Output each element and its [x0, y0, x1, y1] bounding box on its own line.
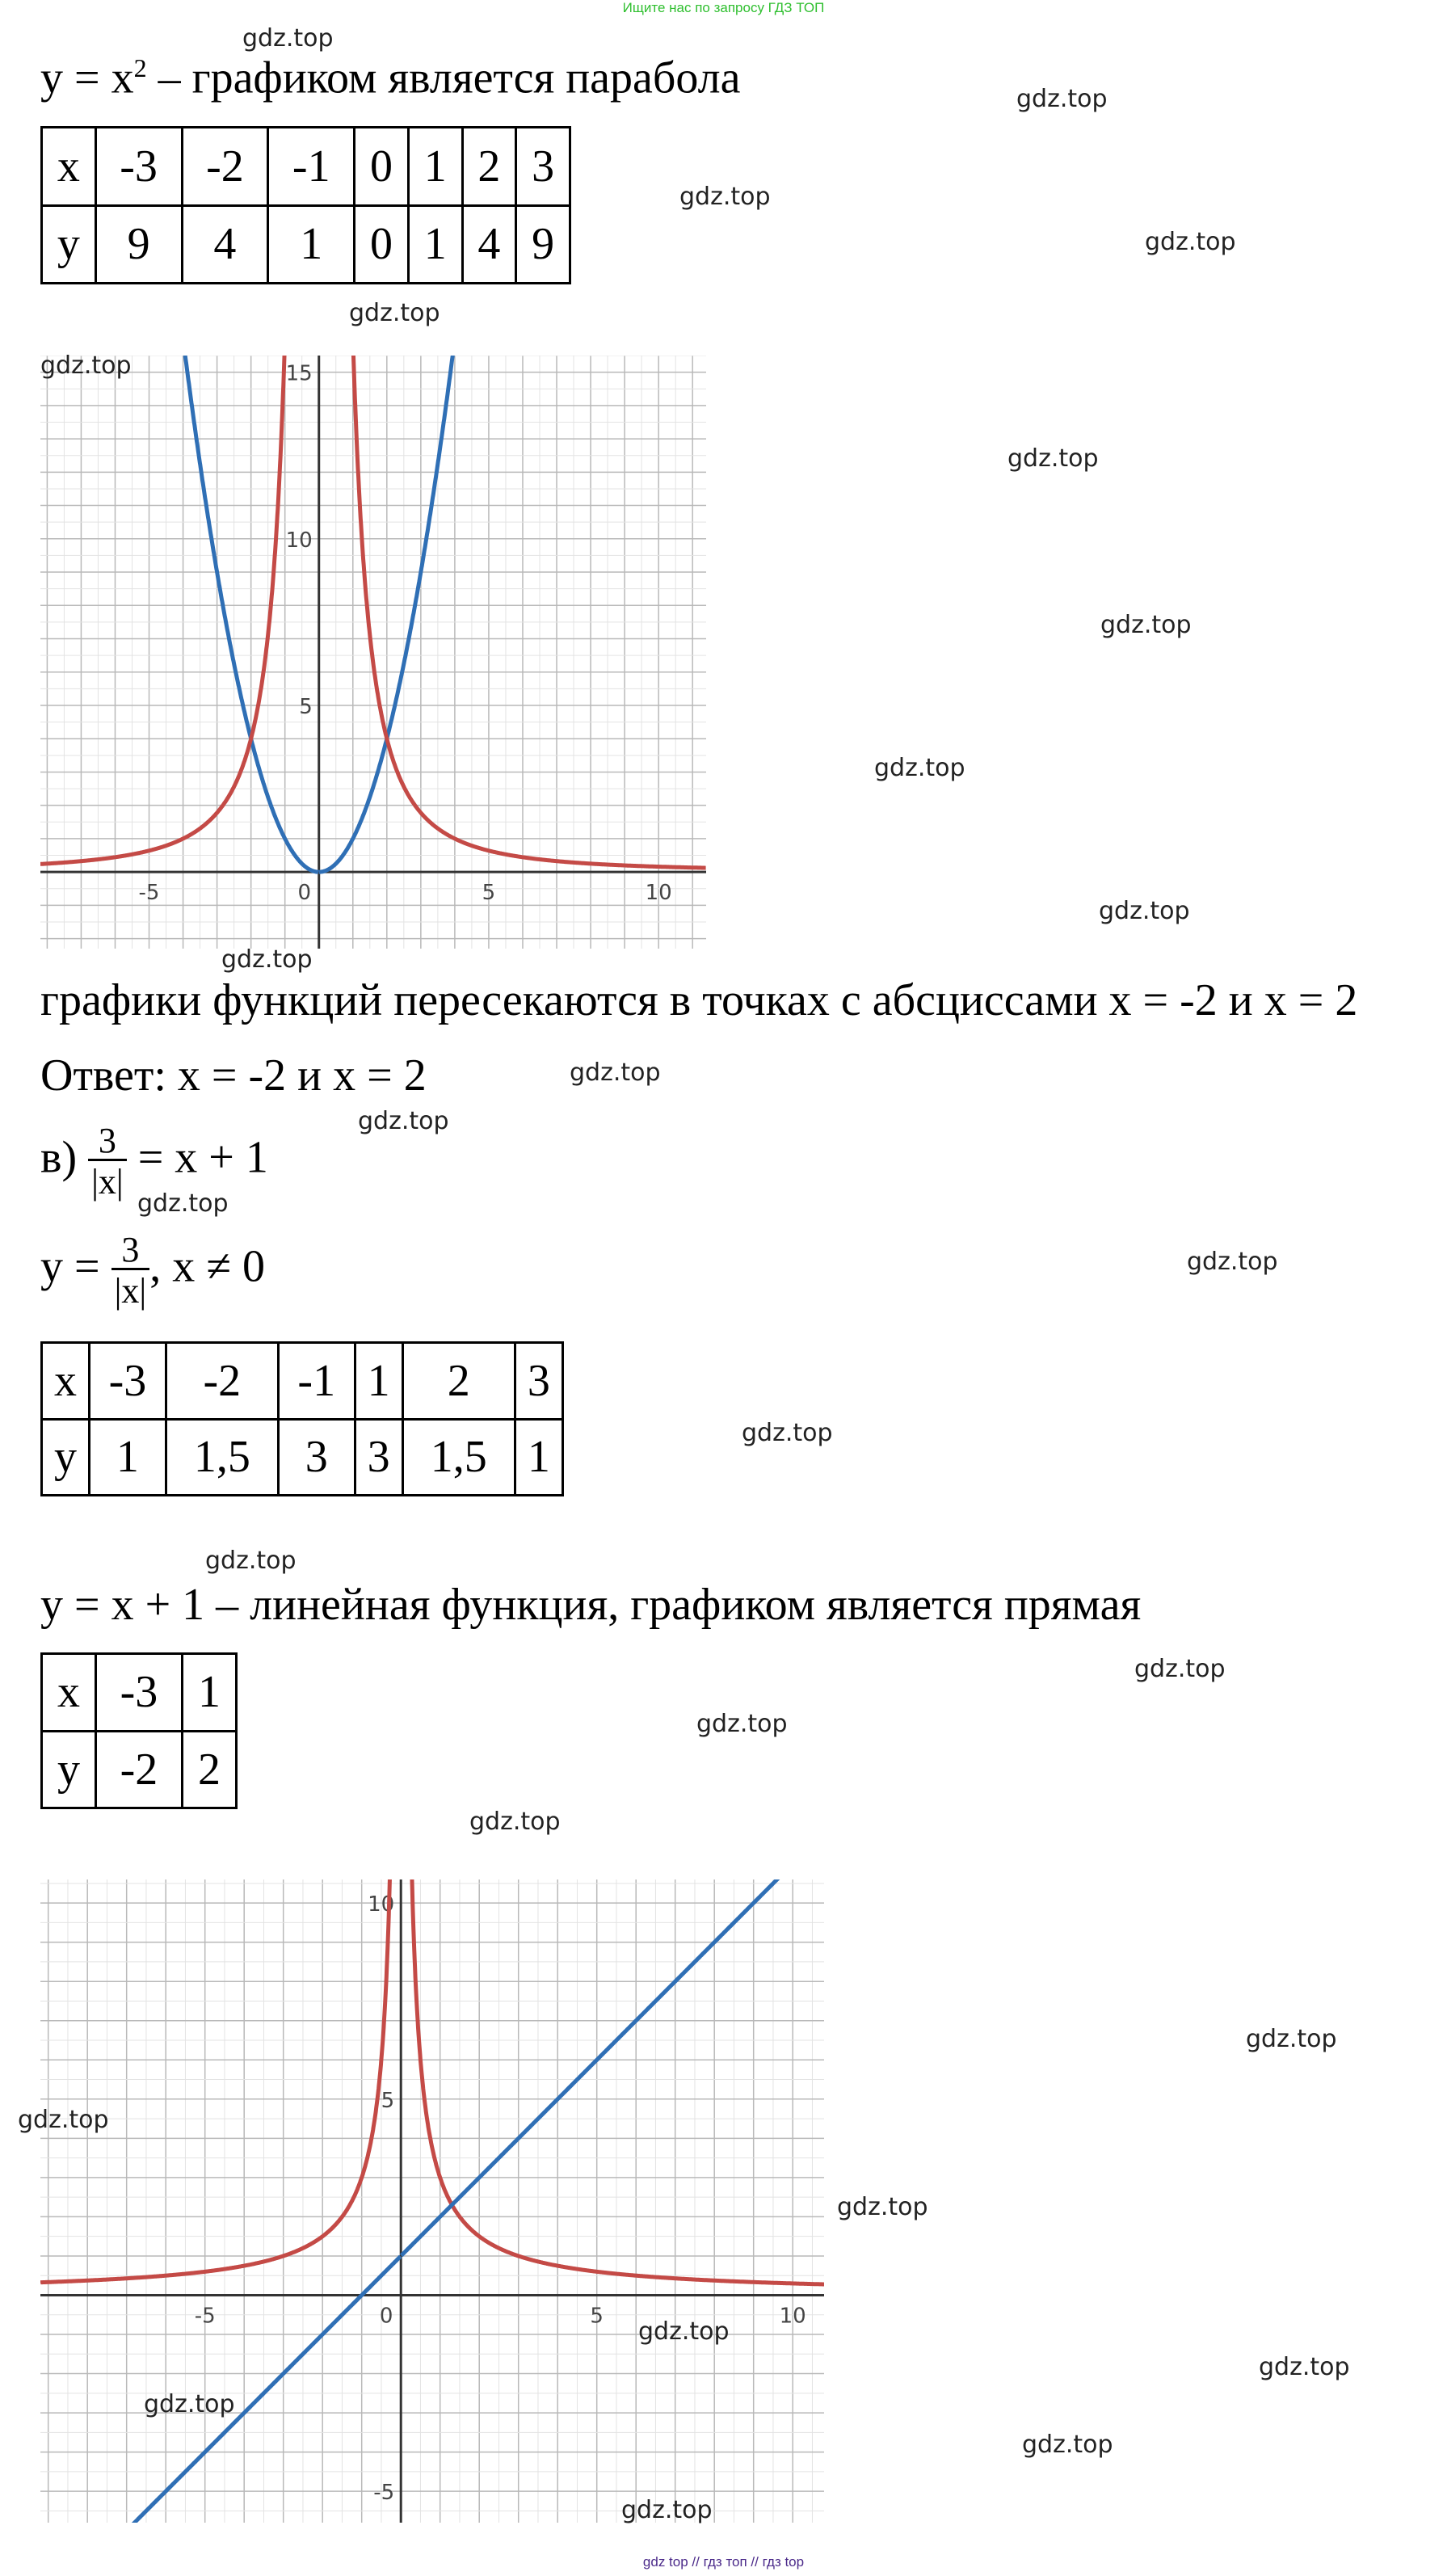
fraction-denominator: |x| — [111, 1268, 150, 1309]
watermark: gdz.top — [349, 299, 440, 327]
watermark: gdz.top — [1134, 1655, 1226, 1683]
watermark: gdz.top — [18, 2106, 109, 2134]
table-row-label: x — [42, 128, 96, 206]
table-cell: -3 — [90, 1343, 166, 1420]
y-tick-label: 10 — [285, 528, 313, 553]
watermark: gdz.top — [1016, 85, 1108, 113]
x-tick-label: 10 — [645, 881, 672, 906]
table-cell: 3 — [278, 1419, 355, 1496]
watermark: gdz.top — [1259, 2353, 1350, 2381]
fraction-3-over-abs-x — [111, 1232, 150, 1309]
fraction-3-over-abs-x — [88, 1123, 127, 1200]
heading-base: y = x — [40, 53, 134, 103]
heading-exponent: 2 — [133, 53, 147, 82]
table-cell: 9 — [95, 205, 182, 284]
watermark: gdz.top — [205, 1547, 297, 1575]
table-cell: 1,5 — [166, 1419, 278, 1496]
table-cell: 3 — [515, 1343, 562, 1420]
answer-line: Ответ: x = -2 и x = 2 — [40, 1050, 427, 1101]
function-definition — [40, 1232, 265, 1309]
watermark: gdz.top — [621, 2496, 713, 2524]
table-cell: -1 — [268, 128, 355, 206]
parabola-value-table — [40, 126, 571, 284]
x-tick-label: 5 — [482, 881, 496, 906]
watermark: gdz.top — [358, 1107, 449, 1135]
x-tick-label: 0 — [297, 881, 312, 906]
table-cell: 3 — [355, 1419, 402, 1496]
y-tick-label: 10 — [368, 1892, 395, 1917]
x-tick-label: 10 — [779, 2304, 806, 2329]
heading-rest: – графиком является парабола — [146, 53, 741, 103]
table-row-label: y — [42, 1731, 96, 1808]
x-tick-label: 0 — [379, 2304, 393, 2329]
equation-rest: = x + 1 — [137, 1132, 268, 1183]
footer-links[interactable]: gdz top // гдз топ // гдз top — [642, 2554, 805, 2570]
table-cell: -2 — [166, 1343, 278, 1420]
table-cell: -1 — [278, 1343, 355, 1420]
table-row-label: y — [42, 205, 96, 284]
parabola-hyperbola-chart — [40, 356, 706, 949]
hyperbola-line-chart — [40, 1879, 824, 2523]
y-tick-label: -5 — [373, 2481, 395, 2506]
watermark: gdz.top — [679, 183, 771, 211]
table-cell: -3 — [95, 128, 182, 206]
equation-line — [40, 1123, 268, 1200]
table-cell: 0 — [355, 205, 409, 284]
y-tick-label: 15 — [285, 361, 313, 386]
watermark: gdz.top — [1022, 2431, 1113, 2459]
table-cell: 4 — [182, 205, 268, 284]
watermark: gdz.top — [1145, 228, 1236, 256]
table-cell: 1 — [90, 1419, 166, 1496]
x-tick-label: -5 — [138, 881, 160, 906]
y-tick-label: 5 — [299, 694, 313, 719]
watermark: gdz.top — [137, 1189, 229, 1218]
watermark: gdz.top — [1246, 2025, 1337, 2053]
watermark: gdz.top — [1099, 897, 1190, 925]
watermark: gdz.top — [837, 2193, 928, 2221]
watermark: gdz.top — [696, 1710, 788, 1738]
table-cell: 1 — [268, 205, 355, 284]
x-tick-label: 5 — [590, 2304, 604, 2329]
search-banner[interactable]: Ищите нас по запросу ГДЗ ТОП — [622, 0, 825, 15]
table-cell: 1 — [408, 128, 462, 206]
watermark: gdz.top — [1187, 1248, 1278, 1276]
table-cell: 1 — [355, 1343, 402, 1420]
table-row — [42, 1343, 563, 1420]
watermark: gdz.top — [242, 24, 334, 53]
table-row-label: x — [42, 1343, 90, 1420]
definition-prefix: y = — [40, 1241, 100, 1292]
table-cell: 1 — [183, 1654, 237, 1732]
table-row-label: y — [42, 1419, 90, 1496]
y-tick-label: 5 — [381, 2088, 395, 2113]
table-cell: 2 — [462, 128, 516, 206]
part-label: в) — [40, 1132, 78, 1183]
watermark: gdz.top — [469, 1808, 561, 1836]
table-cell: 1 — [408, 205, 462, 284]
table-cell: -2 — [95, 1731, 182, 1808]
watermark: gdz.top — [1007, 444, 1099, 473]
table-row — [42, 128, 570, 206]
x-tick-label: -5 — [194, 2304, 216, 2329]
watermark: gdz.top — [1100, 611, 1192, 639]
table-cell: -3 — [95, 1654, 182, 1732]
intersection-conclusion: графики функций пересекаются в точках с абсциссами x = -2 и x = 2 — [40, 975, 1358, 1025]
table-row — [42, 1419, 563, 1496]
table-cell: 4 — [462, 205, 516, 284]
watermark: gdz.top — [742, 1419, 833, 1447]
watermark: gdz.top — [638, 2317, 730, 2346]
table-cell: 1,5 — [402, 1419, 515, 1496]
watermark: gdz.top — [570, 1059, 661, 1087]
table-row — [42, 1654, 237, 1732]
line-heading: y = x + 1 – линейная функция, графиком является прямая — [40, 1580, 1142, 1630]
table-cell: 2 — [183, 1731, 237, 1808]
table-cell: 2 — [402, 1343, 515, 1420]
definition-rest: , x ≠ 0 — [149, 1241, 265, 1292]
hyperbola-value-table — [40, 1341, 564, 1496]
line-value-table — [40, 1652, 238, 1809]
watermark: gdz.top — [40, 351, 132, 380]
fraction-denominator: |x| — [88, 1159, 127, 1200]
table-cell: 9 — [516, 205, 570, 284]
watermark: gdz.top — [874, 754, 965, 782]
table-cell: 1 — [515, 1419, 562, 1496]
watermark: gdz.top — [221, 945, 313, 974]
watermark: gdz.top — [144, 2390, 235, 2418]
table-cell: -2 — [182, 128, 268, 206]
table-row — [42, 1731, 237, 1808]
table-row-label: x — [42, 1654, 96, 1732]
table-cell: 0 — [355, 128, 409, 206]
table-row — [42, 205, 570, 284]
fraction-numerator: 3 — [121, 1230, 140, 1269]
table-cell: 3 — [516, 128, 570, 206]
fraction-numerator: 3 — [98, 1121, 116, 1160]
parabola-heading — [40, 55, 740, 101]
